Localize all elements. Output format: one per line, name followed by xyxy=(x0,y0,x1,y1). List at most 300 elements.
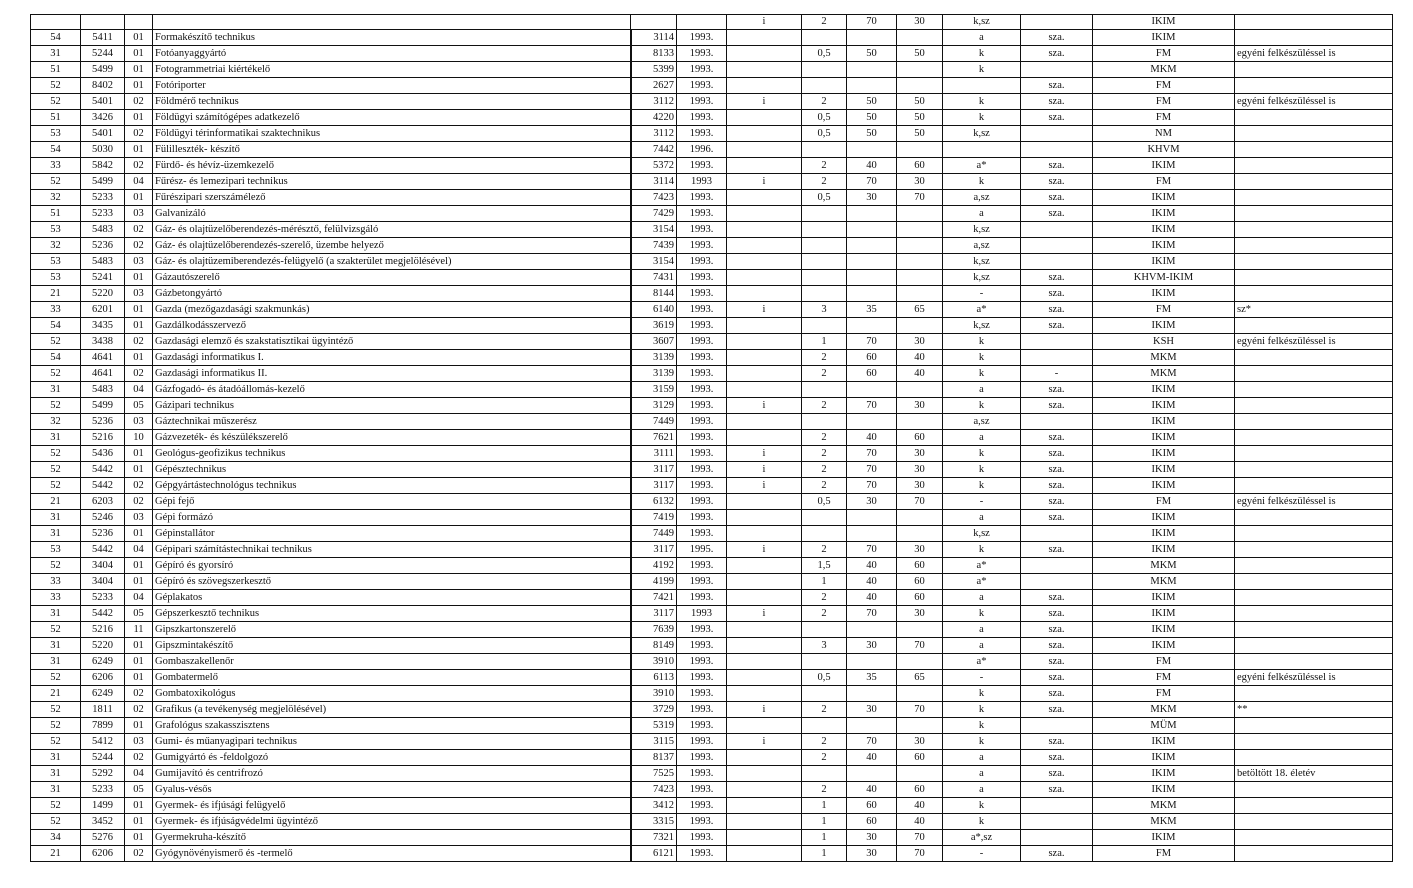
note-cell xyxy=(1235,830,1393,846)
sza-cell xyxy=(1021,526,1093,542)
practice-ratio: 50 xyxy=(897,94,943,110)
i-cell xyxy=(727,46,802,62)
note-cell xyxy=(1235,30,1393,46)
authority-cell: IKIM xyxy=(1093,318,1235,334)
table-row xyxy=(31,558,1393,574)
duration-cell: 2 xyxy=(802,174,847,190)
i-cell xyxy=(727,270,802,286)
code-cell: 5244 xyxy=(81,46,125,62)
i-cell: i xyxy=(727,94,802,110)
sza-cell xyxy=(1021,718,1093,734)
year-cell: 1993. xyxy=(677,158,727,174)
sub-cell: 01 xyxy=(125,30,153,46)
note-cell xyxy=(1235,398,1393,414)
feor-code: 7429 xyxy=(631,206,677,222)
i-cell xyxy=(727,430,802,446)
practice-ratio: 50 xyxy=(897,110,943,126)
duration-cell xyxy=(802,78,847,94)
duration-cell xyxy=(802,718,847,734)
note-cell xyxy=(1235,174,1393,190)
authority-cell: IKIM xyxy=(1093,750,1235,766)
sub-cell: 01 xyxy=(125,830,153,846)
sza-cell: sza. xyxy=(1021,494,1093,510)
occupation-name: Fotóriporter xyxy=(153,78,631,94)
exam-form: a* xyxy=(943,654,1021,670)
practice-ratio xyxy=(897,30,943,46)
occupation-name: Gyermek- és ifjúsági felügyelő xyxy=(153,798,631,814)
feor-code: 6121 xyxy=(631,846,677,862)
note-cell xyxy=(1235,686,1393,702)
feor-code: 7621 xyxy=(631,430,677,446)
authority-cell: IKIM xyxy=(1093,462,1235,478)
authority-cell: IKIM xyxy=(1093,734,1235,750)
occupation-name: Gépíró és szövegszerkesztő xyxy=(153,574,631,590)
occupation-name: Gazdasági informatikus I. xyxy=(153,350,631,366)
code-cell: 5236 xyxy=(81,526,125,542)
year-cell: 1993. xyxy=(677,846,727,862)
i-cell xyxy=(727,798,802,814)
sub-cell: 02 xyxy=(125,126,153,142)
note-cell: egyéni felkészüléssel is xyxy=(1235,494,1393,510)
exam-form: k xyxy=(943,446,1021,462)
practice-ratio xyxy=(897,318,943,334)
sub-cell: 03 xyxy=(125,414,153,430)
code-cell: 6206 xyxy=(81,846,125,862)
theory-ratio xyxy=(847,222,897,238)
year-cell: 1993. xyxy=(677,654,727,670)
year-cell: 1993. xyxy=(677,382,727,398)
note-cell xyxy=(1235,622,1393,638)
practice-ratio: 50 xyxy=(897,46,943,62)
sub-cell: 01 xyxy=(125,654,153,670)
sub-cell: 01 xyxy=(125,110,153,126)
i-cell: i xyxy=(727,462,802,478)
code-cell: 3404 xyxy=(81,558,125,574)
code-cell: 5442 xyxy=(81,462,125,478)
exam-form: k xyxy=(943,606,1021,622)
sub-cell: 01 xyxy=(125,462,153,478)
table-row xyxy=(31,94,1393,110)
theory-ratio xyxy=(847,142,897,158)
sza-cell: sza. xyxy=(1021,398,1093,414)
duration-cell: 2 xyxy=(802,446,847,462)
practice-ratio xyxy=(897,526,943,542)
top-row-cell xyxy=(677,15,727,30)
feor-code: 7442 xyxy=(631,142,677,158)
i-cell xyxy=(727,334,802,350)
sub-cell: 03 xyxy=(125,286,153,302)
exam-form: k xyxy=(943,734,1021,750)
sub-cell: 02 xyxy=(125,686,153,702)
duration-cell: 2 xyxy=(802,750,847,766)
practice-ratio: 70 xyxy=(897,846,943,862)
table-row xyxy=(31,238,1393,254)
occupation-name: Gázvezeték- és készülékszerelő xyxy=(153,430,631,446)
practice-ratio: 50 xyxy=(897,126,943,142)
year-cell: 1993. xyxy=(677,398,727,414)
feor-code: 3117 xyxy=(631,542,677,558)
occupation-name: Fűrész- és lemezipari technikus xyxy=(153,174,631,190)
sub-cell: 01 xyxy=(125,190,153,206)
authority-cell: IKIM xyxy=(1093,606,1235,622)
exam-form: k xyxy=(943,46,1021,62)
sub-cell: 04 xyxy=(125,174,153,190)
occupation-name: Gépgyártástechnológus technikus xyxy=(153,478,631,494)
exam-form: a xyxy=(943,750,1021,766)
level-cell: 51 xyxy=(31,110,81,126)
sza-cell: sza. xyxy=(1021,606,1093,622)
duration-cell: 3 xyxy=(802,302,847,318)
occupation-name: Gázfogadó- és átadóállomás-kezelő xyxy=(153,382,631,398)
authority-cell: IKIM xyxy=(1093,478,1235,494)
year-cell: 1993. xyxy=(677,302,727,318)
theory-ratio xyxy=(847,78,897,94)
theory-ratio: 40 xyxy=(847,430,897,446)
year-cell: 1993. xyxy=(677,702,727,718)
top-row-r2: 70 xyxy=(847,15,897,30)
sub-cell: 01 xyxy=(125,78,153,94)
level-cell: 53 xyxy=(31,126,81,142)
code-cell: 5241 xyxy=(81,270,125,286)
i-cell xyxy=(727,766,802,782)
duration-cell xyxy=(802,238,847,254)
table-row xyxy=(31,670,1393,686)
duration-cell: 2 xyxy=(802,734,847,750)
duration-cell xyxy=(802,30,847,46)
sub-cell: 02 xyxy=(125,846,153,862)
level-cell: 31 xyxy=(31,782,81,798)
top-row-r3: 30 xyxy=(897,15,943,30)
sza-cell: sza. xyxy=(1021,622,1093,638)
level-cell: 51 xyxy=(31,62,81,78)
feor-code: 7419 xyxy=(631,510,677,526)
i-cell xyxy=(727,142,802,158)
sza-cell: sza. xyxy=(1021,654,1093,670)
theory-ratio: 30 xyxy=(847,830,897,846)
theory-ratio: 30 xyxy=(847,702,897,718)
theory-ratio xyxy=(847,206,897,222)
table-row xyxy=(31,318,1393,334)
i-cell xyxy=(727,670,802,686)
note-cell xyxy=(1235,350,1393,366)
occupation-name: Gépésztechnikus xyxy=(153,462,631,478)
theory-ratio: 70 xyxy=(847,446,897,462)
table-row xyxy=(31,206,1393,222)
code-cell: 5401 xyxy=(81,126,125,142)
sub-cell: 02 xyxy=(125,158,153,174)
practice-ratio xyxy=(897,78,943,94)
exam-form: a xyxy=(943,382,1021,398)
feor-code: 3412 xyxy=(631,798,677,814)
duration-cell: 0,5 xyxy=(802,126,847,142)
year-cell: 1993. xyxy=(677,526,727,542)
table-row xyxy=(31,30,1393,46)
i-cell xyxy=(727,190,802,206)
note-cell xyxy=(1235,798,1393,814)
theory-ratio: 70 xyxy=(847,334,897,350)
authority-cell: FM xyxy=(1093,846,1235,862)
duration-cell: 1 xyxy=(802,814,847,830)
exam-form: a xyxy=(943,638,1021,654)
feor-code: 3154 xyxy=(631,254,677,270)
note-cell: egyéni felkészüléssel is xyxy=(1235,334,1393,350)
year-cell: 1993. xyxy=(677,206,727,222)
code-cell: 6201 xyxy=(81,302,125,318)
i-cell: i xyxy=(727,606,802,622)
exam-form: - xyxy=(943,286,1021,302)
level-cell: 52 xyxy=(31,334,81,350)
register-sheet xyxy=(30,14,1392,862)
occupation-name: Fűrészipari szerszámélező xyxy=(153,190,631,206)
occupation-name: Gáz- és olajtüzelőberendezés-szerelő, üzembe helyező xyxy=(153,238,631,254)
code-cell: 5411 xyxy=(81,30,125,46)
table-row xyxy=(31,190,1393,206)
practice-ratio: 60 xyxy=(897,750,943,766)
authority-cell: MKM xyxy=(1093,798,1235,814)
authority-cell: IKIM xyxy=(1093,414,1235,430)
i-cell xyxy=(727,206,802,222)
feor-code: 3115 xyxy=(631,734,677,750)
note-cell xyxy=(1235,574,1393,590)
duration-cell: 2 xyxy=(802,158,847,174)
level-cell: 52 xyxy=(31,798,81,814)
exam-form: k xyxy=(943,702,1021,718)
feor-code: 3129 xyxy=(631,398,677,414)
exam-form: k xyxy=(943,462,1021,478)
sza-cell: sza. xyxy=(1021,510,1093,526)
sub-cell: 01 xyxy=(125,798,153,814)
duration-cell: 0,5 xyxy=(802,110,847,126)
code-cell: 5436 xyxy=(81,446,125,462)
table-row xyxy=(31,814,1393,830)
sza-cell: sza. xyxy=(1021,638,1093,654)
feor-code: 3114 xyxy=(631,174,677,190)
authority-cell: IKIM xyxy=(1093,526,1235,542)
occupation-name: Gyalus-vésős xyxy=(153,782,631,798)
practice-ratio: 65 xyxy=(897,302,943,318)
occupation-name: Gáz- és olajtüzelőberendezés-mérésztő, felülvizsgáló xyxy=(153,222,631,238)
table-row xyxy=(31,766,1393,782)
exam-form: a xyxy=(943,206,1021,222)
occupation-name: Gipszkartonszerelő xyxy=(153,622,631,638)
i-cell xyxy=(727,558,802,574)
note-cell xyxy=(1235,126,1393,142)
authority-cell: KSH xyxy=(1093,334,1235,350)
year-cell: 1993. xyxy=(677,270,727,286)
year-cell: 1993. xyxy=(677,78,727,94)
note-cell xyxy=(1235,414,1393,430)
occupation-name: Gazdasági elemző és szakstatisztikai ügyintéző xyxy=(153,334,631,350)
table-row xyxy=(31,222,1393,238)
year-cell: 1993. xyxy=(677,366,727,382)
feor-code: 3112 xyxy=(631,126,677,142)
duration-cell: 1 xyxy=(802,334,847,350)
duration-cell: 2 xyxy=(802,702,847,718)
sza-cell xyxy=(1021,798,1093,814)
year-cell: 1993. xyxy=(677,334,727,350)
theory-ratio: 40 xyxy=(847,750,897,766)
authority-cell: IKIM xyxy=(1093,446,1235,462)
code-cell: 5030 xyxy=(81,142,125,158)
sub-cell: 02 xyxy=(125,702,153,718)
exam-form: - xyxy=(943,846,1021,862)
year-cell: 1993. xyxy=(677,318,727,334)
exam-form: a xyxy=(943,622,1021,638)
level-cell: 52 xyxy=(31,446,81,462)
code-cell: 5233 xyxy=(81,590,125,606)
note-cell xyxy=(1235,526,1393,542)
code-cell: 6249 xyxy=(81,654,125,670)
theory-ratio xyxy=(847,686,897,702)
occupation-name: Gyermekruha-készítő xyxy=(153,830,631,846)
top-row-cell xyxy=(31,15,81,30)
feor-code: 3114 xyxy=(631,30,677,46)
theory-ratio xyxy=(847,30,897,46)
year-cell: 1993. xyxy=(677,110,727,126)
duration-cell: 2 xyxy=(802,478,847,494)
authority-cell: IKIM xyxy=(1093,286,1235,302)
practice-ratio xyxy=(897,510,943,526)
theory-ratio: 40 xyxy=(847,574,897,590)
code-cell: 5499 xyxy=(81,398,125,414)
table-row xyxy=(31,430,1393,446)
theory-ratio: 50 xyxy=(847,94,897,110)
table-row xyxy=(31,254,1393,270)
i-cell xyxy=(727,590,802,606)
theory-ratio xyxy=(847,718,897,734)
theory-ratio: 60 xyxy=(847,350,897,366)
duration-cell: 2 xyxy=(802,398,847,414)
code-cell: 5233 xyxy=(81,206,125,222)
i-cell: i xyxy=(727,478,802,494)
level-cell: 31 xyxy=(31,510,81,526)
sub-cell: 03 xyxy=(125,254,153,270)
i-cell xyxy=(727,30,802,46)
duration-cell: 1 xyxy=(802,574,847,590)
duration-cell xyxy=(802,510,847,526)
practice-ratio xyxy=(897,270,943,286)
theory-ratio xyxy=(847,254,897,270)
authority-cell: IKIM xyxy=(1093,542,1235,558)
authority-cell: IKIM xyxy=(1093,590,1235,606)
top-row-cell xyxy=(1021,15,1093,30)
table-row xyxy=(31,446,1393,462)
authority-cell: IKIM xyxy=(1093,430,1235,446)
occupation-name: Gumijavító és centrifrozó xyxy=(153,766,631,782)
i-cell: i xyxy=(727,702,802,718)
authority-cell: FM xyxy=(1093,302,1235,318)
level-cell: 31 xyxy=(31,46,81,62)
sub-cell: 02 xyxy=(125,366,153,382)
table-row xyxy=(31,686,1393,702)
theory-ratio xyxy=(847,526,897,542)
theory-ratio: 35 xyxy=(847,670,897,686)
code-cell: 3426 xyxy=(81,110,125,126)
theory-ratio xyxy=(847,270,897,286)
table-row xyxy=(31,526,1393,542)
level-cell: 52 xyxy=(31,462,81,478)
note-cell xyxy=(1235,654,1393,670)
code-cell: 5276 xyxy=(81,830,125,846)
occupation-name: Gáz- és olajtüzemiberendezés-felügyelő (a szakterület megjelölésével) xyxy=(153,254,631,270)
note-cell xyxy=(1235,606,1393,622)
sub-cell: 04 xyxy=(125,542,153,558)
year-cell: 1993. xyxy=(677,798,727,814)
occupation-name: Grafológus szakasszisztens xyxy=(153,718,631,734)
theory-ratio: 60 xyxy=(847,366,897,382)
year-cell: 1993. xyxy=(677,254,727,270)
year-cell: 1993. xyxy=(677,766,727,782)
practice-ratio xyxy=(897,222,943,238)
practice-ratio xyxy=(897,206,943,222)
feor-code: 7423 xyxy=(631,782,677,798)
table-row xyxy=(31,46,1393,62)
i-cell xyxy=(727,286,802,302)
year-cell: 1993. xyxy=(677,94,727,110)
occupation-name: Fotogrammetriai kiértékelő xyxy=(153,62,631,78)
feor-code: 6113 xyxy=(631,670,677,686)
duration-cell: 2 xyxy=(802,590,847,606)
duration-cell: 1 xyxy=(802,798,847,814)
i-cell xyxy=(727,750,802,766)
practice-ratio xyxy=(897,286,943,302)
table-row xyxy=(31,142,1393,158)
sza-cell: sza. xyxy=(1021,686,1093,702)
sub-cell: 01 xyxy=(125,814,153,830)
year-cell: 1993. xyxy=(677,414,727,430)
i-cell xyxy=(727,494,802,510)
practice-ratio: 30 xyxy=(897,462,943,478)
sub-cell: 04 xyxy=(125,382,153,398)
sub-cell: 05 xyxy=(125,398,153,414)
sza-cell: sza. xyxy=(1021,750,1093,766)
duration-cell: 1 xyxy=(802,846,847,862)
duration-cell: 1,5 xyxy=(802,558,847,574)
authority-cell: FM xyxy=(1093,78,1235,94)
code-cell: 5292 xyxy=(81,766,125,782)
year-cell: 1993. xyxy=(677,814,727,830)
authority-cell: IKIM xyxy=(1093,206,1235,222)
authority-cell: IKIM xyxy=(1093,238,1235,254)
exam-form: k xyxy=(943,62,1021,78)
exam-form: a,sz xyxy=(943,190,1021,206)
table-row xyxy=(31,382,1393,398)
feor-code: 7423 xyxy=(631,190,677,206)
i-cell xyxy=(727,510,802,526)
sub-cell: 03 xyxy=(125,206,153,222)
duration-cell: 2 xyxy=(802,462,847,478)
note-cell: egyéni felkészüléssel is xyxy=(1235,94,1393,110)
note-cell xyxy=(1235,366,1393,382)
sza-cell: sza. xyxy=(1021,702,1093,718)
practice-ratio: 60 xyxy=(897,558,943,574)
level-cell: 52 xyxy=(31,398,81,414)
sza-cell xyxy=(1021,814,1093,830)
i-cell xyxy=(727,830,802,846)
duration-cell xyxy=(802,526,847,542)
code-cell: 5499 xyxy=(81,174,125,190)
feor-code: 3117 xyxy=(631,462,677,478)
i-cell xyxy=(727,782,802,798)
occupation-name: Gazda (mezőgazdasági szakmunkás) xyxy=(153,302,631,318)
authority-cell: FM xyxy=(1093,174,1235,190)
feor-code: 7421 xyxy=(631,590,677,606)
top-row-cell xyxy=(631,15,677,30)
table-row xyxy=(31,734,1393,750)
year-cell: 1993. xyxy=(677,478,727,494)
i-cell xyxy=(727,414,802,430)
feor-code: 7639 xyxy=(631,622,677,638)
